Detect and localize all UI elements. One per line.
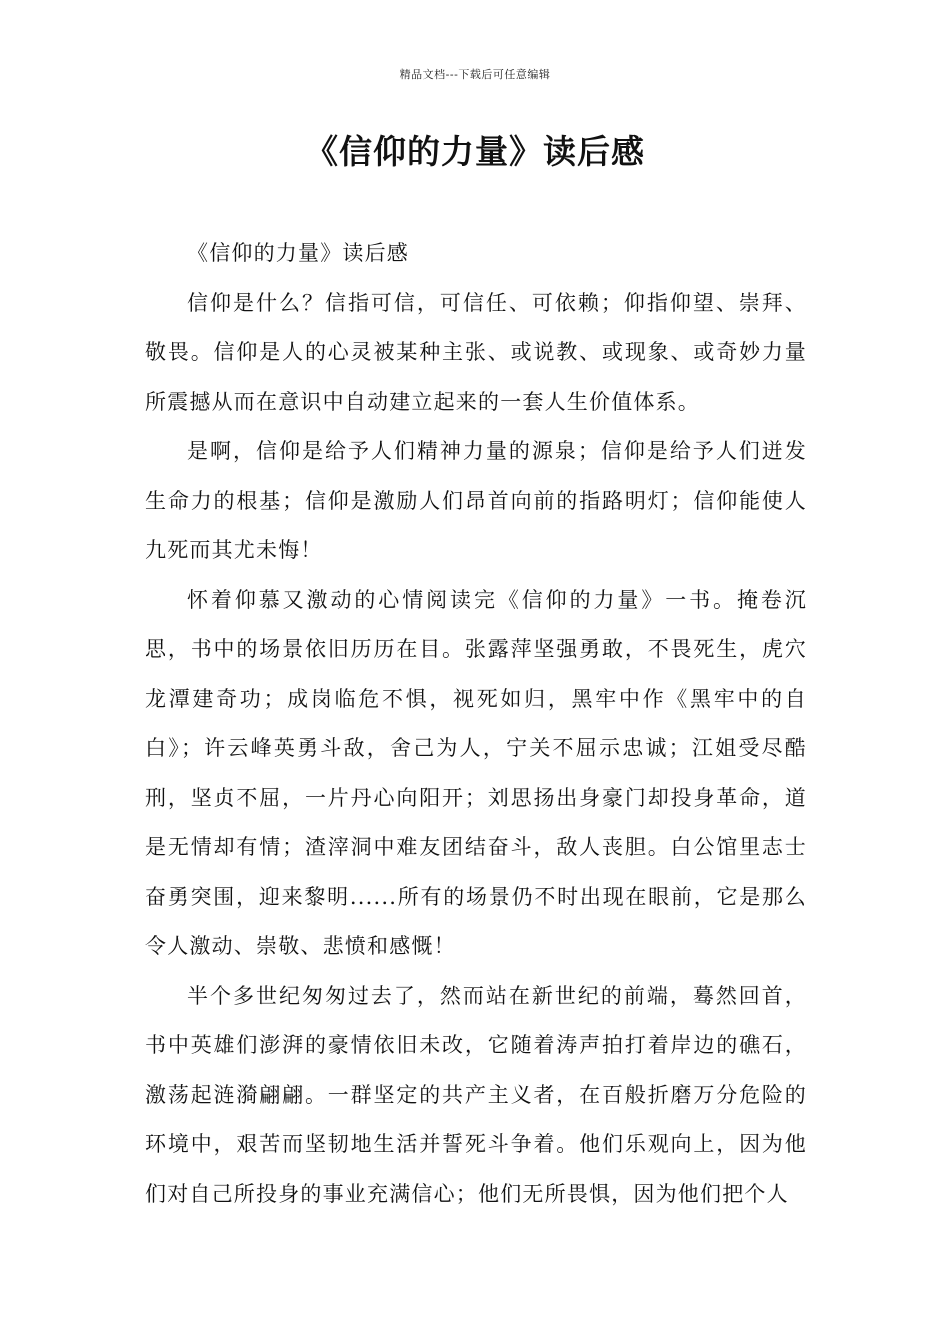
paragraph: 怀着仰慕又激动的心情阅读完《信仰的力量》一书。掩卷沉思，书中的场景依旧历历在目。张露萍坚强勇敢，不畏死生，虎穴龙潭建奇功；成岗临危不惧，视死如归，黑牢中作《黑牢中的自白》；许云峰英勇斗敌，舍己为人，宁关不屈示忠诚；江姐受尽酷刑，坚贞不屈，一片丹心向阳开；刘思扬出身豪门却投身革命，道是无情却有情；渣滓洞中难友团结奋斗，敌人丧胆。白公馆里志士奋勇突围，迎来黎明......所有的场景仍不时出现在眼前，它是那么令人激动、崇敬、悲愤和感慨！ [145,587,807,958]
paragraph: 是啊，信仰是给予人们精神力量的源泉；信仰是给予人们迸发生命力的根基；信仰是激励人们昂首向前的指路明灯；信仰能使人九死而其尤未悔！ [145,439,807,562]
document-title: 《信仰的力量》读后感 [305,132,645,171]
header-note: 精品文档---下载后可任意编辑 [399,68,551,81]
document-body [145,229,807,1219]
paragraph: 半个多世纪匆匆过去了，然而站在新世纪的前端，蓦然回首，书中英雄们澎湃的豪情依旧未改，它随着涛声拍打着岸边的礁石，激荡起涟漪翩翩。一群坚定的共产主义者，在百般折磨万分危险的环境中，艰苦而坚韧地生活并誓死斗争着。他们乐观向上，因为他们对自己所投身的事业充满信心；他们无所畏惧，因为他们把个人 [145,983,807,1206]
paragraph-subtitle: 《信仰的力量》读后感 [187,241,409,265]
paragraph: 信仰是什么？信指可信，可信任、可依赖；仰指仰望、崇拜、敬畏。信仰是人的心灵被某种主张、或说教、或现象、或奇妙力量所震撼从而在意识中自动建立起来的一套人生价值体系。 [145,290,807,414]
